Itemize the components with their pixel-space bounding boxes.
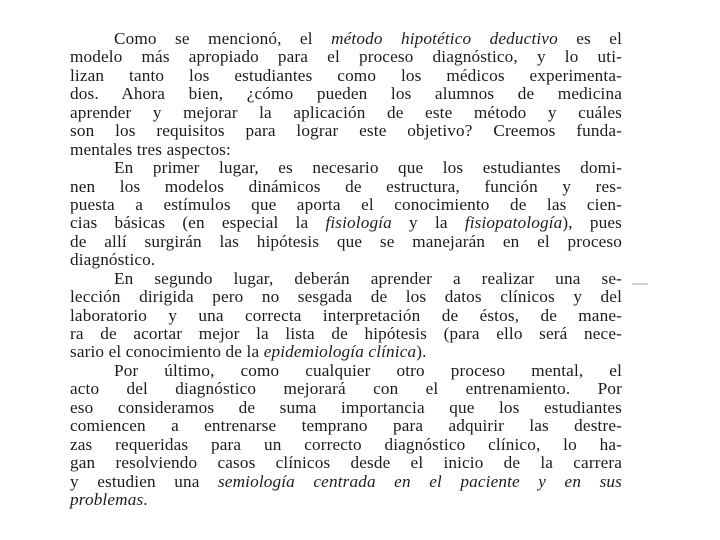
text-run: En segundo lugar, deberán aprender a realizar una se- <box>114 268 622 288</box>
text-run: . <box>143 489 148 509</box>
text-line <box>70 30 622 48</box>
text-run: modelo más apropiado para el proceso diagnóstico, y lo uti- <box>70 47 622 67</box>
text-run: mentales tres aspectos: <box>70 139 231 159</box>
italic-term: epidemiología clínica <box>263 342 417 362</box>
text-line <box>70 85 622 103</box>
text-line <box>70 417 622 435</box>
text-run: En primer lugar, es necesario que los estudiantes domi- <box>114 158 622 178</box>
text-line <box>70 399 622 417</box>
text-run: Como se mencionó, el <box>114 29 332 48</box>
text-run: ), pues <box>562 213 623 233</box>
text-line <box>70 48 622 66</box>
text-line <box>70 325 622 343</box>
text-run: sario el conocimiento de la <box>70 342 264 362</box>
text-run: Por último, como cualquier otro proceso mental, el <box>114 360 622 380</box>
italic-term: semiología centrada en el paciente y en sus <box>217 471 622 491</box>
text-run: son los requisitos para lograr este objetivo? Creemos funda- <box>70 121 622 141</box>
text-run: zas requeridas para un correcto diagnóstico clínico, lo ha- <box>70 434 622 454</box>
text-run: ra de acortar mejor la lista de hipótesis (para ello será nece- <box>70 324 622 343</box>
text-run: laboratorio y una correcta interpretación de éstos, de mane- <box>70 305 622 325</box>
text-run: acto del diagnóstico mejorará con el entrenamiento. Por <box>70 379 622 399</box>
text-run: diagnóstico. <box>70 250 156 270</box>
text-line <box>70 454 622 472</box>
text-line <box>70 491 622 509</box>
text-line <box>70 159 622 177</box>
text-line <box>70 104 622 122</box>
scan-mark <box>632 283 648 285</box>
text-line <box>70 67 622 85</box>
italic-term: problemas <box>70 489 144 509</box>
text-line <box>70 196 622 214</box>
text-run: y estudien una <box>70 471 218 491</box>
text-line <box>70 436 622 454</box>
text-line <box>70 214 622 232</box>
text-line <box>70 307 622 325</box>
text-run: puesta a estímulos que aporta el conocimiento de las cien- <box>70 194 622 214</box>
text-run: aprender y mejorar la aplicación de este método y cuáles <box>70 102 622 122</box>
text-line <box>70 288 622 306</box>
text-run: dos. Ahora bien, ¿cómo pueden los alumnos de medicina <box>70 84 622 104</box>
text-line <box>70 178 622 196</box>
text-line <box>70 251 622 269</box>
text-line <box>70 233 622 251</box>
text-line <box>70 473 622 491</box>
text-line <box>70 343 622 361</box>
text-line <box>70 122 622 140</box>
text-line <box>70 141 622 159</box>
text-run: cias básicas (en especial la <box>70 213 326 233</box>
italic-term: fisiopatología <box>464 213 563 233</box>
text-run: eso consideramos de suma importancia que los estudiantes <box>70 397 622 417</box>
text-run: y la <box>391 213 465 233</box>
text-line <box>70 380 622 398</box>
text-run: ). <box>416 342 427 362</box>
text-run: es el <box>557 29 623 48</box>
italic-term: fisiología <box>325 213 392 233</box>
text-line <box>70 270 622 288</box>
italic-term: método hipotético deductivo <box>331 29 558 48</box>
body-text <box>70 30 622 509</box>
text-run: comiencen a entrenarse temprano para adquirir las destre- <box>70 416 622 436</box>
text-run: nen los modelos dinámicos de estructura, función y res- <box>70 176 622 196</box>
text-run: gan resolviendo casos clínicos desde el inicio de la carrera <box>70 453 622 473</box>
text-run: lección dirigida pero no sesgada de los datos clínicos y del <box>70 287 622 307</box>
text-run: lizan tanto los estudiantes como los médicos experimenta- <box>70 65 622 85</box>
text-run: de allí surgirán las hipótesis que se manejarán en el proceso <box>70 231 622 251</box>
text-line <box>70 362 622 380</box>
